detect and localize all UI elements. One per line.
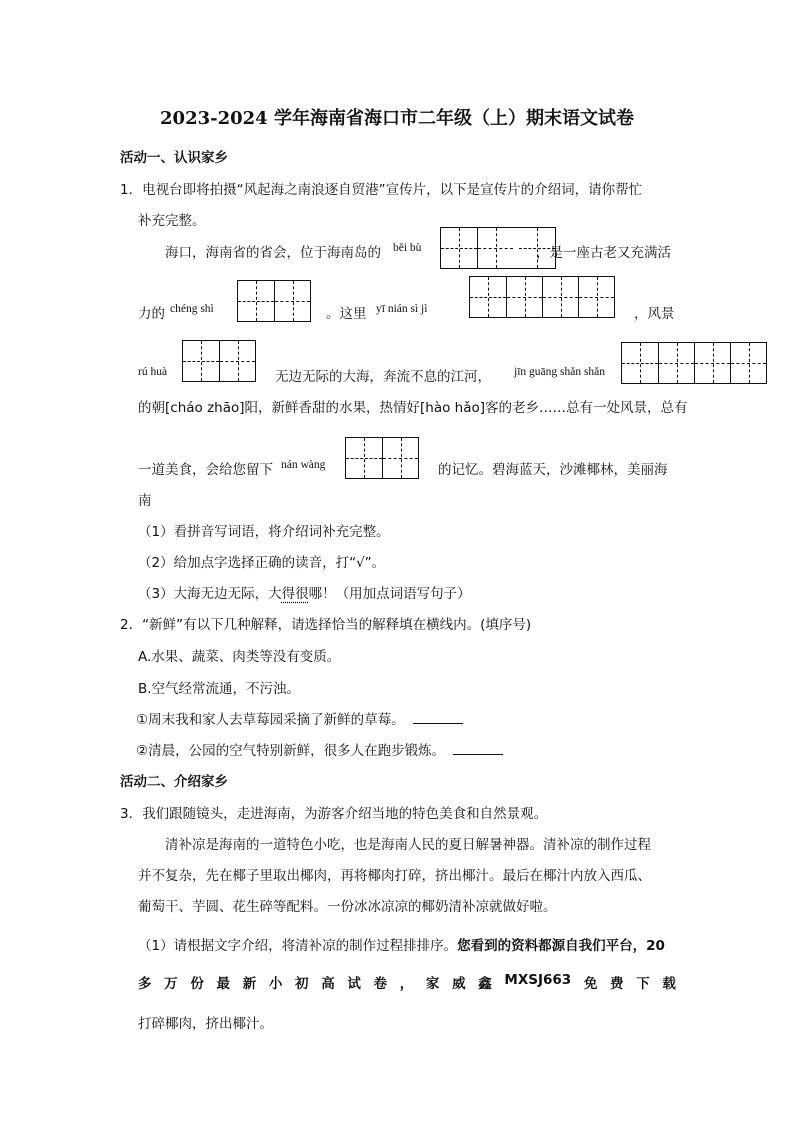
q1-para-text: 海口，海南省的省会，位于海南岛的: [165, 245, 381, 261]
page-title: 2023-2024 学年海南省海口市二年级（上）期末语文试卷: [160, 108, 634, 129]
q1-para-text: 。这里: [326, 306, 367, 322]
q1-para-text: 的记忆。碧海蓝天，沙滩椰林，美丽海: [438, 462, 668, 478]
pinyin-prompt: chéng shì: [170, 303, 214, 315]
section-heading-1: 活动一、认识家乡: [120, 150, 228, 166]
answer-blank[interactable]: [413, 723, 463, 724]
dotted-word: 得很: [281, 586, 309, 602]
watermark-notice: 您看到的资料都源自我们平台，20: [457, 938, 665, 954]
pinyin-prompt: běi bù: [393, 242, 422, 254]
q1-para-text: 的朝[cháo zhāo]阳，新鲜香甜的水果，热情好[hào hǎo]客的老乡……总有一处风景，总有: [138, 400, 688, 416]
pinyin-prompt: rú huà: [138, 366, 168, 378]
q3-subquestion-1: （1）请根据文字介绍，将清补凉的制作过程排排序。您看到的资料都源自我们平台，20: [138, 938, 665, 954]
character-grid[interactable]: [621, 342, 767, 384]
character-grid[interactable]: [237, 280, 311, 322]
q2-option-a: A.水果、蔬菜、肉类等没有变质。: [138, 649, 341, 665]
q1-subquestion-2: （2）给加点字选择正确的读音，打“√”。: [138, 555, 386, 571]
q2-item-1: ①周末我和家人去草莓园采摘了新鲜的草莓。: [136, 708, 463, 728]
q1-para-text: 南: [138, 493, 152, 509]
section-heading-2: 活动二、介绍家乡: [120, 774, 228, 790]
q1-subquestion-1: （1）看拼音写词语，将介绍词补充完整。: [138, 524, 390, 540]
watermark-notice: 多 万 份 最 新 小 初 高 试 卷 ， 家 威 鑫 MXSJ663 免 费 下 载: [138, 972, 676, 992]
pinyin-prompt: nán wàng: [281, 459, 326, 471]
character-grid[interactable]: [469, 276, 615, 318]
q3-passage: 并不复杂，先在椰子里取出椰肉，再将椰肉打碎，挤出椰汁。最后在椰汁内放入西瓜、: [138, 868, 651, 884]
q1-para-text: ，是一座古老又充满活: [536, 245, 671, 261]
q2-option-b: B.空气经常流通，不污浊。: [138, 681, 301, 697]
q3-passage: 葡萄干、芋圆、花生碎等配料。一份冰冰凉凉的椰奶清补凉就做好啦。: [138, 899, 557, 915]
character-grid[interactable]: [182, 340, 256, 382]
q3-step-text: 打碎椰肉，挤出椰汁。: [138, 1016, 273, 1032]
q1-para-text: ，风景: [634, 306, 675, 322]
q3-passage: 清补凉是海南的一道特色小吃，也是海南人民的夏日解暑神器。清补凉的制作过程: [165, 837, 651, 853]
q1-stem-line2: 补充完整。: [138, 213, 206, 229]
q1-stem-line1: 1．电视台即将拍摄“风起海之南浪逐自贸港”宣传片，以下是宣传片的介绍词，请你帮忙: [120, 182, 643, 198]
answer-blank[interactable]: [453, 754, 503, 755]
pinyin-prompt: jīn guāng shǎn shǎn: [514, 366, 606, 378]
q2-stem: 2．“新鲜”有以下几种解释，请选择恰当的解释填在横线内。(填序号): [120, 617, 532, 633]
character-grid[interactable]: [345, 437, 419, 479]
q1-para-text: 力的: [138, 306, 165, 322]
q1-para-text: 无边无际的大海，奔流不息的江河，: [275, 369, 491, 385]
q1-para-text: 一道美食，会给您留下: [138, 462, 273, 478]
q2-item-2: ②清晨，公园的空气特别新鲜，很多人在跑步锻炼。: [136, 739, 503, 759]
q1-subquestion-3: （3）大海无边无际，大得很哪！（用加点词语写句子）: [138, 586, 471, 602]
q3-stem: 3．我们跟随镜头，走进海南，为游客介绍当地的特色美食和自然景观。: [120, 806, 548, 822]
pinyin-prompt: yī nián sì jì: [376, 303, 428, 315]
